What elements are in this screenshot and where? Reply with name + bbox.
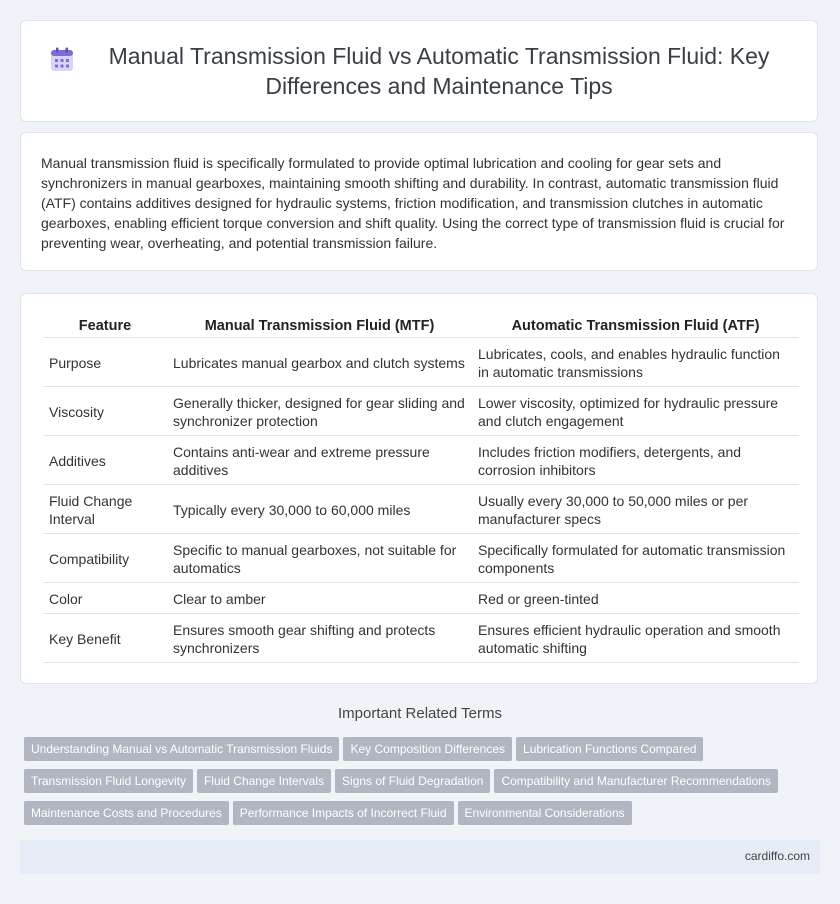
mtf-cell: Lubricates manual gearbox and clutch systems bbox=[167, 338, 472, 387]
mtf-cell: Specific to manual gearboxes, not suitable for automatics bbox=[167, 534, 472, 583]
header-atf: Automatic Transmission Fluid (ATF) bbox=[472, 314, 799, 338]
related-term-tag[interactable]: Transmission Fluid Longevity bbox=[24, 769, 193, 793]
feature-cell: Compatibility bbox=[43, 534, 167, 583]
mtf-cell: Clear to amber bbox=[167, 583, 472, 614]
intro-card bbox=[20, 132, 818, 271]
feature-cell: Fluid Change Interval bbox=[43, 485, 167, 534]
atf-cell: Specifically formulated for automatic transmission components bbox=[472, 534, 799, 583]
table-row bbox=[43, 387, 799, 436]
atf-cell: Red or green-tinted bbox=[472, 583, 799, 614]
feature-cell: Purpose bbox=[43, 338, 167, 387]
table-row bbox=[43, 436, 799, 485]
feature-cell: Color bbox=[43, 583, 167, 614]
mtf-cell: Ensures smooth gear shifting and protects synchronizers bbox=[167, 614, 472, 663]
calendar-icon bbox=[49, 47, 75, 73]
comparison-card bbox=[20, 293, 818, 684]
footer bbox=[20, 840, 820, 874]
table-row bbox=[43, 614, 799, 663]
atf-cell: Includes friction modifiers, detergents, and corrosion inhibitors bbox=[472, 436, 799, 485]
related-term-tag[interactable]: Lubrication Functions Compared bbox=[516, 737, 703, 761]
related-term-tag[interactable]: Signs of Fluid Degradation bbox=[335, 769, 490, 793]
atf-cell: Lubricates, cools, and enables hydraulic function in automatic transmissions bbox=[472, 338, 799, 387]
table-row bbox=[43, 583, 799, 614]
related-terms-heading: Important Related Terms bbox=[338, 705, 502, 722]
related-term-tag[interactable]: Compatibility and Manufacturer Recommendations bbox=[494, 769, 777, 793]
comparison-table bbox=[43, 314, 799, 663]
feature-cell: Viscosity bbox=[43, 387, 167, 436]
footer-brand-link[interactable]: cardiffo.com bbox=[744, 849, 810, 863]
page-title: Manual Transmission Fluid vs Automatic Transmission Fluid: Key Differences and Maintenance Tips bbox=[108, 43, 770, 99]
feature-cell: Additives bbox=[43, 436, 167, 485]
mtf-cell: Typically every 30,000 to 60,000 miles bbox=[167, 485, 472, 534]
header-feature: Feature bbox=[43, 314, 167, 338]
table-row bbox=[43, 534, 799, 583]
intro-paragraph: Manual transmission fluid is specifically formulated to provide optimal lubrication and cooling for gear sets and synchronizers in manual gearboxes, maintaining smooth shifting and durability. In contrast, automatic transmission fluid (ATF) contains additives designed for hydraulic systems, friction modification, and transmission clutches in automatic gearboxes, enabling efficient torque conversion and shift quality. Using the correct type of transmission fluid is crucial for preventing wear, overheating, and potential transmission failure. bbox=[41, 155, 785, 251]
header-mtf: Manual Transmission Fluid (MTF) bbox=[167, 314, 472, 338]
mtf-cell: Generally thicker, designed for gear sliding and synchronizer protection bbox=[167, 387, 472, 436]
table-row bbox=[43, 485, 799, 534]
related-term-tag[interactable]: Understanding Manual vs Automatic Transmission Fluids bbox=[24, 737, 339, 761]
title-card bbox=[20, 20, 818, 122]
related-term-tag[interactable]: Environmental Considerations bbox=[458, 801, 632, 825]
mtf-cell: Contains anti-wear and extreme pressure additives bbox=[167, 436, 472, 485]
related-term-tag[interactable]: Fluid Change Intervals bbox=[197, 769, 331, 793]
related-term-tag[interactable]: Performance Impacts of Incorrect Fluid bbox=[233, 801, 454, 825]
related-terms-list bbox=[24, 737, 824, 833]
table-row bbox=[43, 338, 799, 387]
feature-cell: Key Benefit bbox=[43, 614, 167, 663]
atf-cell: Ensures efficient hydraulic operation and smooth automatic shifting bbox=[472, 614, 799, 663]
related-term-tag[interactable]: Maintenance Costs and Procedures bbox=[24, 801, 229, 825]
atf-cell: Lower viscosity, optimized for hydraulic pressure and clutch engagement bbox=[472, 387, 799, 436]
atf-cell: Usually every 30,000 to 50,000 miles or per manufacturer specs bbox=[472, 485, 799, 534]
related-term-tag[interactable]: Key Composition Differences bbox=[343, 737, 512, 761]
table-header-row bbox=[43, 314, 799, 338]
